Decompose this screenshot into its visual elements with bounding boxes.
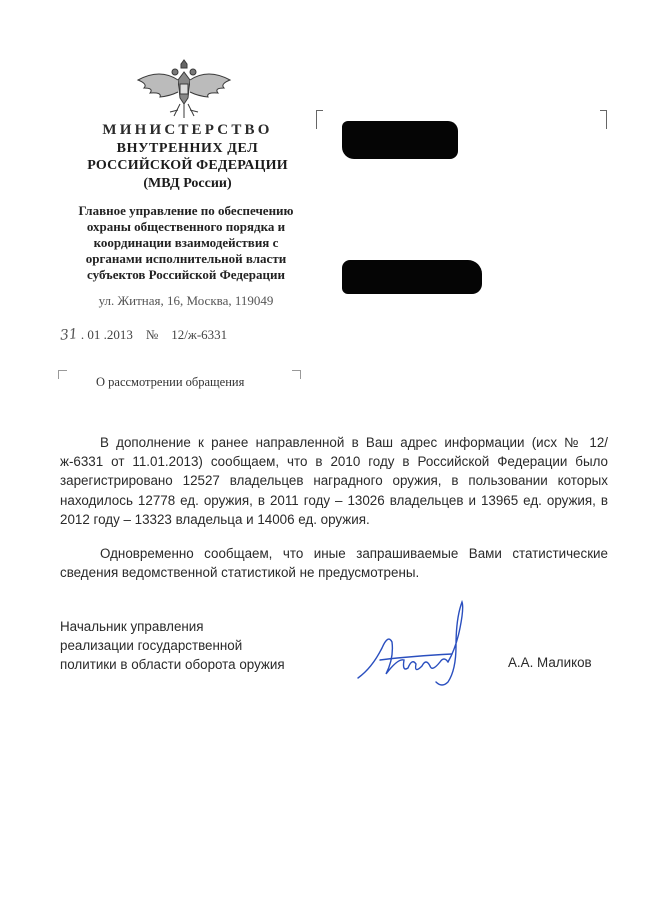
department-line-3: координации взаимодействия с — [93, 235, 279, 250]
number-sign: № — [145, 327, 159, 342]
department-line-4: органами исполнительной власти — [85, 251, 287, 266]
signer-title-line-1: Начальник управления — [60, 619, 204, 634]
redacted-recipient-name — [342, 121, 458, 159]
outgoing-date-number — [60, 327, 227, 343]
ministry-name-line-3: РОССИЙСКОЙ ФЕДЕРАЦИИ — [87, 158, 288, 173]
signer-title-line-2: реализации государственной — [60, 638, 243, 653]
double-headed-eagle-emblem-icon — [134, 58, 234, 126]
outgoing-date: . 01 .2013 — [80, 327, 133, 342]
subject-corner-mark-right — [292, 370, 301, 379]
subject-line: О рассмотрении обращения — [96, 375, 245, 389]
recipient-corner-mark-left — [316, 110, 323, 129]
signer-title-line-3: политики в области оборота оружия — [60, 657, 285, 672]
department-line-2: охраны общественного порядка и — [86, 219, 286, 234]
signer-name: А.А. Маликов — [508, 655, 592, 670]
ministry-name-line-2: ВНУТРЕННИХ ДЕЛ — [116, 141, 259, 156]
ministry-short-name: (МВД России) — [143, 176, 232, 191]
ministry-name-line-1: МИНИСТЕРСТВО — [102, 122, 273, 138]
ministry-address: ул. Житная, 16, Москва, 119049 — [98, 293, 274, 308]
subject-corner-mark-left — [58, 370, 67, 379]
body-paragraph-1: В дополнение к ранее направленной в Ваш адрес информации (исх № 12/ж-6331 от 11.01.2013) сообщаем, что в 2010 году в Российской Федерации было зарегистрировано 12527 владельцев наградного оружия, в пользовании которых находилось 12778 ед. оружия, в 2011 году – 13026 владельцев и 13965 ед. оружия, в 2012 году – 13323 владельца и 14006 ед. оружия. — [60, 435, 608, 527]
department-line-1: Главное управление по обеспечению — [78, 203, 294, 218]
redacted-recipient-address — [342, 260, 482, 294]
outgoing-number: 12/ж-6331 — [171, 327, 228, 342]
handwritten-day: 31 — [59, 326, 79, 344]
handwritten-signature — [352, 598, 482, 690]
body-paragraph-2: Одновременно сообщаем, что иные запрашиваемые Вами статистические сведения ведомственной статистикой не предусмотрены. — [60, 546, 608, 581]
department-line-5: субъектов Российской Федерации — [87, 267, 285, 282]
recipient-corner-mark-right — [600, 110, 607, 129]
